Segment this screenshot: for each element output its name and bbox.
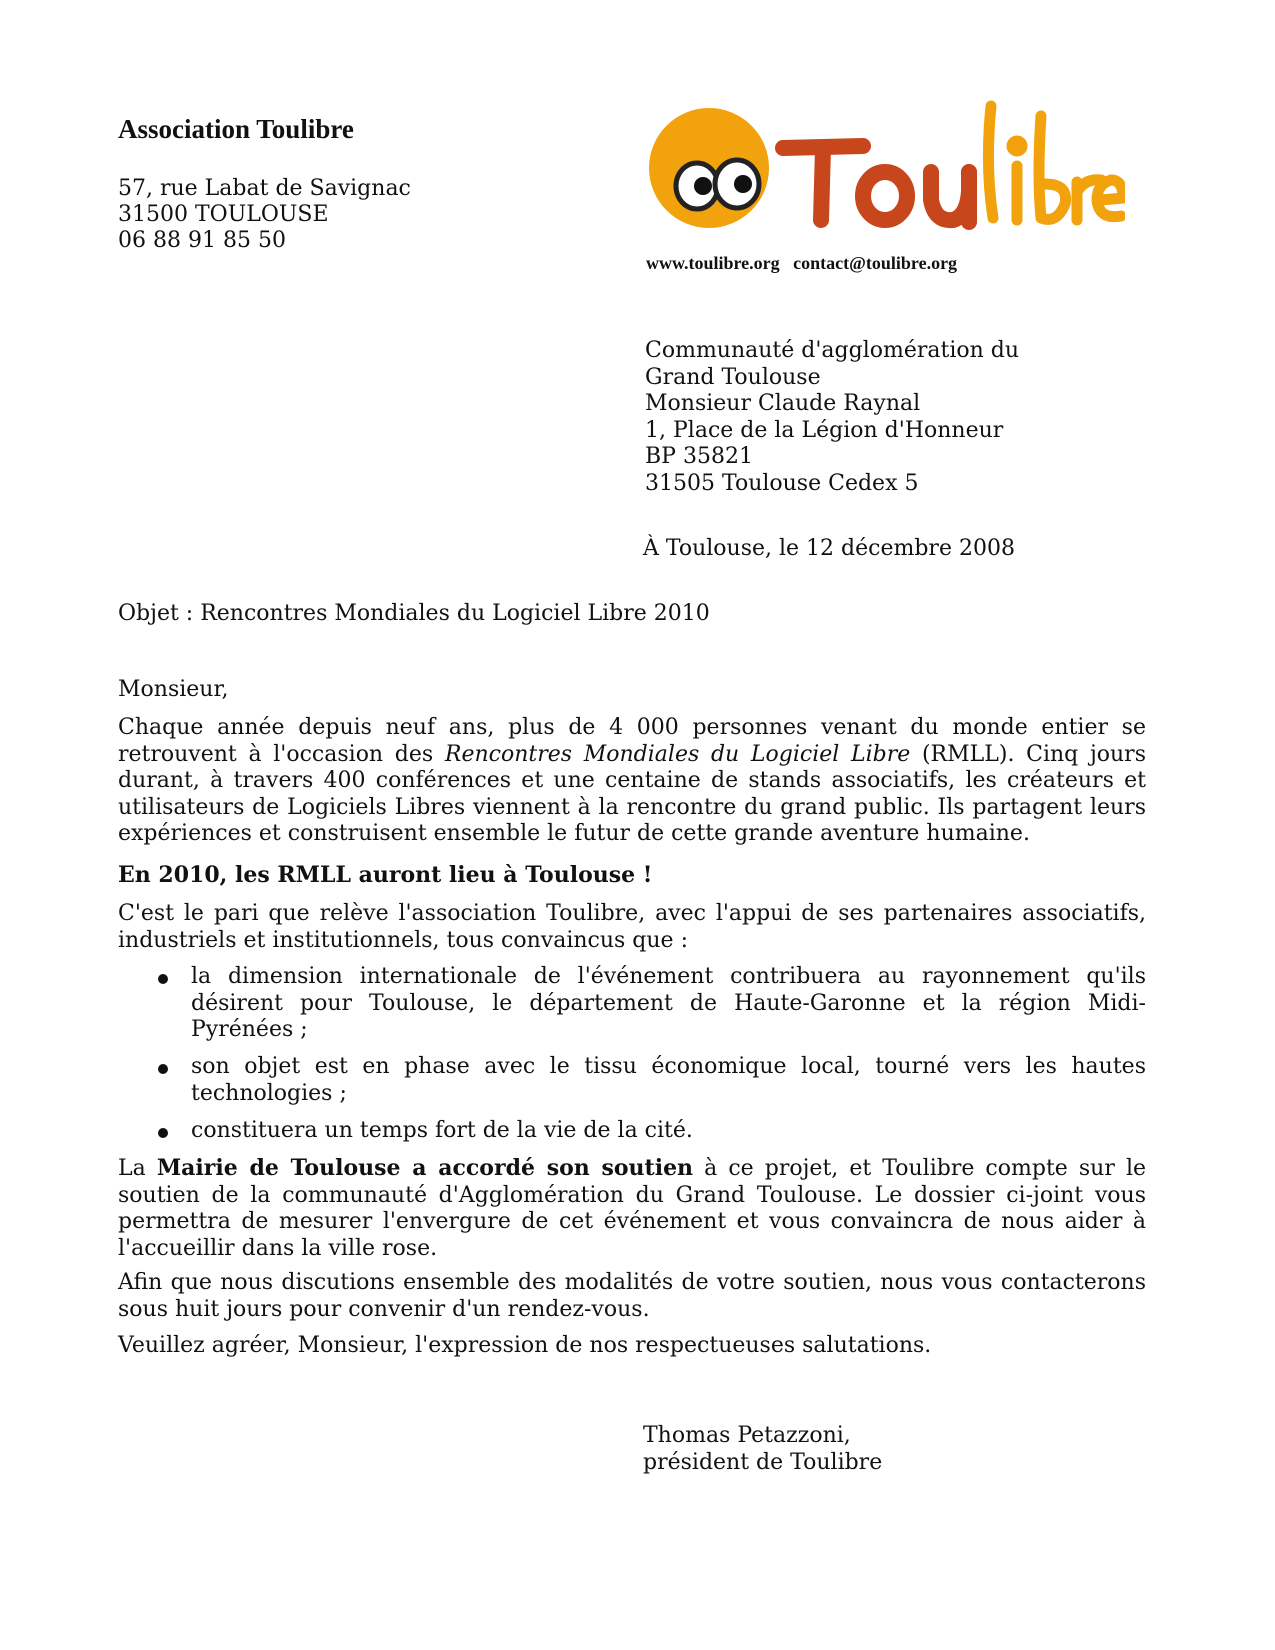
recipient-word: du <box>990 338 1020 363</box>
letter-date: À Toulouse, le 12 décembre 2008 <box>643 536 1015 561</box>
paragraph-intro-text-b: (RMLL). Cinq jours durant, à travers 400 conférences et une centaine de stands associatifs, les créateurs et utilisateurs de Logiciels Libres viennent à la rencontre du grand public. Ils partagent leurs expériences et construisent ensemble le futur de cette grande aventure humaine. <box>118 741 1146 846</box>
logo-web-contact <box>646 253 957 274</box>
event-name: Rencontres Mondiales du Logiciel Libre <box>444 741 911 767</box>
paragraph-intro-text-a: Chaque année depuis neuf ans, plus de 4 000 personnes venant du monde entier se retrouvent à l'occasion des <box>118 715 1146 767</box>
email-link[interactable]: contact@toulibre.org <box>793 253 958 273</box>
letter-object: Objet : Rencontres Mondiales du Logiciel Libre 2010 <box>118 601 710 626</box>
recipient-line-5: BP 35821 <box>645 444 753 469</box>
bullet-icon <box>158 1064 168 1074</box>
website-link[interactable]: www.toulibre.org <box>646 253 780 273</box>
support-highlight: Mairie de Toulouse a accordé son soutien <box>156 1155 694 1181</box>
recipient-address <box>645 338 1101 497</box>
highlight-heading: En 2010, les RMLL auront lieu à Toulouse ! <box>118 862 653 888</box>
recipient-line-1 <box>645 338 1101 365</box>
sender-city-line: 31500 TOULOUSE <box>118 202 329 227</box>
list-item-text: son objet est en phase avec le tissu économique local, tourné vers les hautes technologies ; <box>191 1054 1146 1106</box>
bullet-icon <box>158 1128 168 1138</box>
recipient-line-4: 1, Place de la Légion d'Honneur <box>645 417 1004 443</box>
signatory-name: Thomas Petazzoni, <box>643 1423 851 1448</box>
recipient-line-6: 31505 Toulouse Cedex 5 <box>645 470 919 496</box>
sender-address-line: 57, rue Labat de Savignac <box>118 176 411 201</box>
recipient-line-2: Grand Toulouse <box>645 364 821 390</box>
paragraph-meeting: Afin que nous discutions ensemble des modalités de votre soutien, nous vous contacterons sous huit jours pour convenir d'un rendez-vous. <box>118 1270 1146 1322</box>
recipient-word: d'agglomération <box>801 338 984 363</box>
sender-name: Association Toulibre <box>118 114 354 144</box>
list-item-text: constituera un temps fort de la vie de la cité. <box>191 1118 693 1143</box>
paragraph-support <box>118 1155 1146 1262</box>
paragraph-closing: Veuillez agréer, Monsieur, l'expression de nos respectueuses salutations. <box>118 1333 932 1358</box>
paragraph-support-text-b: à ce projet, et Toulibre compte sur le soutien de la communauté d'Agglomération du Grand Toulouse. Le dossier ci-joint vous permettra de mesurer l'envergure de cet événement et vous convaincra de nous aider à l'accueillir dans la ville rose. <box>118 1156 1146 1261</box>
bullet-icon <box>158 974 168 984</box>
recipient-line-3: Monsieur Claude Raynal <box>645 391 921 416</box>
paragraph-intro <box>118 715 1146 848</box>
list-item-text: la dimension internationale de l'événement contribuera au rayonnement qu'ils désirent pour Toulouse, le département de Haute-Garonne et la région Midi-Pyrénées ; <box>191 964 1146 1042</box>
paragraph-partners: C'est le pari que relève l'association Toulibre, avec l'appui de ses partenaires associatifs, industriels et institutionnels, tous convaincus que : <box>118 901 1146 953</box>
signature-block <box>643 1422 882 1476</box>
salutation: Monsieur, <box>118 677 229 702</box>
sender-phone-line: 06 88 91 85 50 <box>118 228 286 253</box>
paragraph-support-text-a: La <box>118 1156 157 1181</box>
toulibre-logo <box>645 96 1125 236</box>
signatory-title: président de Toulibre <box>643 1450 883 1475</box>
recipient-word: Communauté <box>645 338 795 363</box>
